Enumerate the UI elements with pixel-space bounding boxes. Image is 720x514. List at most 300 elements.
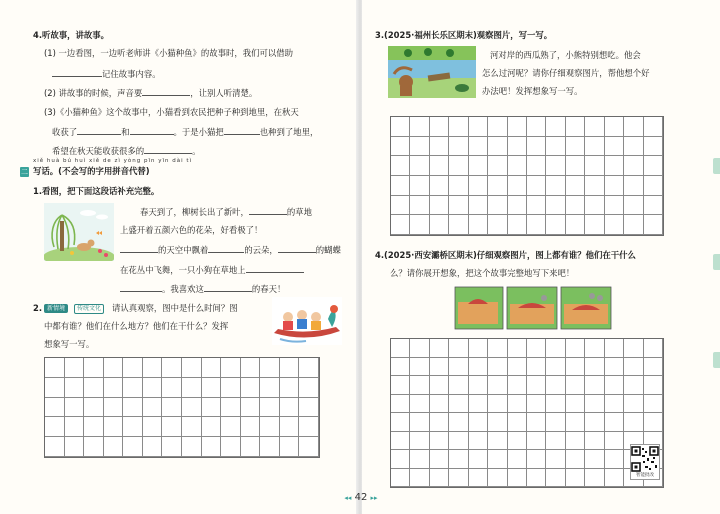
grid-cell[interactable]: [410, 376, 429, 395]
q4-3-blank-1[interactable]: [77, 126, 121, 135]
grid-cell[interactable]: [221, 417, 241, 437]
grid-cell[interactable]: [566, 413, 585, 432]
grid-cell[interactable]: [260, 378, 280, 398]
grid-cell[interactable]: [162, 378, 182, 398]
grid-cell[interactable]: [469, 358, 488, 377]
grid-cell[interactable]: [469, 376, 488, 395]
grid-cell[interactable]: [508, 358, 527, 377]
grid-cell[interactable]: [469, 469, 488, 488]
grid-cell[interactable]: [546, 215, 565, 235]
grid-cell[interactable]: [624, 376, 643, 395]
right-page: [362, 0, 720, 514]
grid-cell[interactable]: [391, 469, 410, 488]
grid-cell[interactable]: [469, 196, 488, 216]
grid-cell[interactable]: [605, 196, 624, 216]
grid-cell[interactable]: [624, 215, 643, 235]
grid-cell[interactable]: [488, 413, 507, 432]
grid-cell[interactable]: [241, 398, 261, 418]
grid-cell[interactable]: [65, 437, 85, 457]
grid-cell[interactable]: [605, 395, 624, 414]
q1-blank-5[interactable]: [246, 264, 304, 273]
grid-cell[interactable]: [624, 176, 643, 196]
grid-cell[interactable]: [585, 432, 604, 451]
grid-cell[interactable]: [508, 450, 527, 469]
grid-cell[interactable]: [65, 398, 85, 418]
grid-cell[interactable]: [566, 117, 585, 137]
grid-cell[interactable]: [45, 358, 65, 378]
grid-cell[interactable]: [469, 137, 488, 157]
grid-cell[interactable]: [624, 117, 643, 137]
left-page: [0, 0, 358, 514]
grid-cell[interactable]: [449, 339, 468, 358]
grid-cell[interactable]: [410, 395, 429, 414]
grid-cell[interactable]: [644, 358, 663, 377]
section-title: 写话。(不会写的字用拼音代替): [33, 166, 150, 176]
grid-cell[interactable]: [605, 358, 624, 377]
grid-cell[interactable]: [299, 378, 319, 398]
grid-cell[interactable]: [488, 358, 507, 377]
grid-cell[interactable]: [508, 469, 527, 488]
grid-cell[interactable]: [391, 395, 410, 414]
grid-cell[interactable]: [104, 437, 124, 457]
grid-cell[interactable]: [527, 156, 546, 176]
grid-cell[interactable]: [280, 437, 300, 457]
grid-cell[interactable]: [527, 137, 546, 157]
q4-comic-strip: [454, 286, 612, 330]
grid-cell[interactable]: [430, 432, 449, 451]
grid-cell[interactable]: [449, 196, 468, 216]
grid-cell[interactable]: [469, 413, 488, 432]
grid-cell[interactable]: [104, 398, 124, 418]
grid-cell[interactable]: [391, 176, 410, 196]
q4-3-line-c: 希望在秋天能收获很多的 。: [52, 146, 201, 156]
grid-cell[interactable]: [410, 432, 429, 451]
grid-cell[interactable]: [104, 378, 124, 398]
grid-cell[interactable]: [45, 398, 65, 418]
grid-cell[interactable]: [585, 395, 604, 414]
grid-cell[interactable]: [585, 215, 604, 235]
grid-cell[interactable]: [280, 398, 300, 418]
grid-cell[interactable]: [430, 215, 449, 235]
grid-cell[interactable]: [644, 176, 663, 196]
grid-cell[interactable]: [605, 215, 624, 235]
grid-cell[interactable]: [644, 215, 663, 235]
grid-cell[interactable]: [410, 469, 429, 488]
grid-cell[interactable]: [488, 469, 507, 488]
q3-writing-grid[interactable]: [390, 116, 664, 236]
grid-cell[interactable]: [241, 437, 261, 457]
q1-blank-2[interactable]: [120, 244, 158, 253]
grid-cell[interactable]: [280, 417, 300, 437]
grid-cell[interactable]: [430, 196, 449, 216]
grid-cell[interactable]: [430, 358, 449, 377]
grid-cell[interactable]: [624, 137, 643, 157]
grid-cell[interactable]: [410, 339, 429, 358]
grid-cell[interactable]: [391, 156, 410, 176]
grid-cell[interactable]: [585, 469, 604, 488]
grid-cell[interactable]: [143, 417, 163, 437]
grid-cell[interactable]: [260, 398, 280, 418]
grid-cell[interactable]: [585, 176, 604, 196]
grid-cell[interactable]: [527, 196, 546, 216]
grid-cell[interactable]: [585, 376, 604, 395]
grid-cell[interactable]: [488, 376, 507, 395]
grid-cell[interactable]: [430, 176, 449, 196]
q4-1-line-a: (1) 一边看图，一边听老师讲《小猫种鱼》的故事时，我们可以借助: [44, 48, 294, 58]
grid-cell[interactable]: [391, 117, 410, 137]
grid-cell[interactable]: [585, 156, 604, 176]
qr-caption: 智能批改: [636, 473, 654, 478]
grid-cell[interactable]: [644, 395, 663, 414]
side-tab-3: [713, 352, 720, 368]
grid-cell[interactable]: [143, 437, 163, 457]
grid-cell[interactable]: [624, 413, 643, 432]
grid-cell[interactable]: [182, 358, 202, 378]
grid-cell[interactable]: [488, 215, 507, 235]
grid-cell[interactable]: [449, 176, 468, 196]
grid-cell[interactable]: [449, 432, 468, 451]
grid-cell[interactable]: [566, 376, 585, 395]
grid-cell[interactable]: [527, 176, 546, 196]
grid-cell[interactable]: [605, 176, 624, 196]
grid-cell[interactable]: [566, 358, 585, 377]
grid-cell[interactable]: [546, 156, 565, 176]
grid-cell[interactable]: [280, 358, 300, 378]
q2-line-2: 中都有谁？他们在什么地方？他们在干什么？发挥: [44, 321, 229, 331]
grid-cell[interactable]: [527, 376, 546, 395]
grid-cell[interactable]: [449, 469, 468, 488]
grid-cell[interactable]: [84, 417, 104, 437]
grid-cell[interactable]: [624, 339, 643, 358]
grid-cell[interactable]: [488, 196, 507, 216]
grid-cell[interactable]: [546, 137, 565, 157]
grid-cell[interactable]: [508, 117, 527, 137]
grid-cell[interactable]: [162, 398, 182, 418]
grid-cell[interactable]: [202, 378, 222, 398]
q4-1-blank[interactable]: [52, 68, 102, 77]
grid-cell[interactable]: [566, 196, 585, 216]
grid-cell[interactable]: [123, 358, 143, 378]
grid-cell[interactable]: [260, 437, 280, 457]
grid-cell[interactable]: [585, 196, 604, 216]
grid-cell[interactable]: [469, 156, 488, 176]
grid-cell[interactable]: [508, 196, 527, 216]
grid-cell[interactable]: [566, 395, 585, 414]
grid-cell[interactable]: [546, 413, 565, 432]
grid-cell[interactable]: [202, 417, 222, 437]
grid-cell[interactable]: [527, 450, 546, 469]
q1-blank-3[interactable]: [208, 244, 244, 253]
grid-cell[interactable]: [430, 156, 449, 176]
grid-cell[interactable]: [605, 450, 624, 469]
grid-cell[interactable]: [410, 450, 429, 469]
grid-cell[interactable]: [202, 398, 222, 418]
grid-cell[interactable]: [527, 469, 546, 488]
grid-cell[interactable]: [449, 395, 468, 414]
q4-1-line-b: 记住故事内容。: [52, 68, 161, 80]
grid-cell[interactable]: [469, 339, 488, 358]
grid-cell[interactable]: [65, 417, 85, 437]
grid-cell[interactable]: [527, 432, 546, 451]
pinyin-line: xiě huà bú huì xiě de zì yòng pīn yīn dài tì: [33, 158, 193, 164]
grid-cell[interactable]: [449, 137, 468, 157]
grid-cell[interactable]: [585, 413, 604, 432]
grid-cell[interactable]: [182, 378, 202, 398]
traditional-culture-badge: 传统文化: [74, 304, 104, 314]
grid-cell[interactable]: [527, 215, 546, 235]
grid-cell[interactable]: [469, 395, 488, 414]
grid-cell[interactable]: [391, 413, 410, 432]
grid-cell[interactable]: [508, 413, 527, 432]
grid-cell[interactable]: [299, 417, 319, 437]
grid-cell[interactable]: [585, 117, 604, 137]
qr-code[interactable]: [630, 444, 660, 480]
page-footer: [316, 492, 406, 503]
grid-cell[interactable]: [508, 137, 527, 157]
grid-cell[interactable]: [410, 413, 429, 432]
grid-cell[interactable]: [644, 137, 663, 157]
grid-cell[interactable]: [182, 398, 202, 418]
q4-writing-grid[interactable]: [390, 338, 664, 488]
grid-cell[interactable]: [182, 437, 202, 457]
grid-cell[interactable]: [527, 413, 546, 432]
grid-cell[interactable]: [546, 395, 565, 414]
grid-cell[interactable]: [84, 358, 104, 378]
grid-cell[interactable]: [469, 450, 488, 469]
grid-cell[interactable]: [430, 469, 449, 488]
grid-cell[interactable]: [508, 176, 527, 196]
left-writing-grid[interactable]: [44, 357, 320, 458]
q2-number: 2.: [33, 303, 43, 313]
grid-cell[interactable]: [430, 450, 449, 469]
grid-cell[interactable]: [162, 437, 182, 457]
grid-cell[interactable]: [469, 176, 488, 196]
grid-cell[interactable]: [566, 450, 585, 469]
grid-cell[interactable]: [430, 117, 449, 137]
grid-cell[interactable]: [391, 215, 410, 235]
grid-cell[interactable]: [508, 432, 527, 451]
grid-cell[interactable]: [566, 156, 585, 176]
grid-cell[interactable]: [430, 413, 449, 432]
grid-cell[interactable]: [299, 398, 319, 418]
grid-cell[interactable]: [143, 358, 163, 378]
grid-cell[interactable]: [143, 378, 163, 398]
grid-cell[interactable]: [449, 215, 468, 235]
grid-cell[interactable]: [449, 156, 468, 176]
grid-cell[interactable]: [299, 437, 319, 457]
grid-cell[interactable]: [585, 137, 604, 157]
grid-cell[interactable]: [605, 432, 624, 451]
grid-cell[interactable]: [104, 417, 124, 437]
grid-cell[interactable]: [410, 196, 429, 216]
grid-cell[interactable]: [624, 395, 643, 414]
q1-line-2: 上盛开着五颜六色的花朵，好看极了！: [120, 225, 263, 235]
q1-blank-7[interactable]: [204, 283, 252, 292]
grid-cell[interactable]: [123, 398, 143, 418]
grid-cell[interactable]: [566, 176, 585, 196]
q4-3-blank-2[interactable]: [130, 126, 174, 135]
grid-cell[interactable]: [644, 196, 663, 216]
grid-cell[interactable]: [566, 339, 585, 358]
grid-cell[interactable]: [508, 156, 527, 176]
grid-cell[interactable]: [202, 437, 222, 457]
grid-cell[interactable]: [410, 215, 429, 235]
q4-2-line: (2) 讲故事的时候，声音要 ，让别人听清楚。: [44, 88, 258, 98]
grid-cell[interactable]: [202, 358, 222, 378]
grid-cell[interactable]: [430, 395, 449, 414]
grid-cell[interactable]: [546, 339, 565, 358]
q4-2-blank[interactable]: [142, 87, 190, 96]
grid-cell[interactable]: [546, 117, 565, 137]
grid-cell[interactable]: [391, 358, 410, 377]
footer-arrows-left: ◂◂: [344, 494, 352, 502]
grid-cell[interactable]: [585, 358, 604, 377]
grid-cell[interactable]: [221, 398, 241, 418]
grid-cell[interactable]: [123, 417, 143, 437]
grid-cell[interactable]: [605, 469, 624, 488]
grid-cell[interactable]: [469, 117, 488, 137]
grid-cell[interactable]: [449, 450, 468, 469]
grid-cell[interactable]: [430, 339, 449, 358]
grid-cell[interactable]: [430, 376, 449, 395]
grid-cell[interactable]: [260, 358, 280, 378]
grid-cell[interactable]: [644, 339, 663, 358]
grid-cell[interactable]: [546, 469, 565, 488]
grid-cell[interactable]: [391, 376, 410, 395]
grid-cell[interactable]: [488, 432, 507, 451]
grid-cell[interactable]: [488, 395, 507, 414]
grid-cell[interactable]: [280, 378, 300, 398]
grid-cell[interactable]: [508, 215, 527, 235]
grid-cell[interactable]: [410, 137, 429, 157]
grid-cell[interactable]: [241, 417, 261, 437]
grid-cell[interactable]: [488, 176, 507, 196]
grid-cell[interactable]: [527, 339, 546, 358]
q4-3-blank-3[interactable]: [224, 126, 260, 135]
grid-cell[interactable]: [527, 117, 546, 137]
grid-cell[interactable]: [299, 358, 319, 378]
grid-cell[interactable]: [488, 137, 507, 157]
grid-cell[interactable]: [624, 156, 643, 176]
q1-blank-6[interactable]: [120, 283, 162, 292]
grid-cell[interactable]: [391, 432, 410, 451]
grid-cell[interactable]: [260, 417, 280, 437]
grid-cell[interactable]: [546, 196, 565, 216]
grid-cell[interactable]: [585, 339, 604, 358]
grid-cell[interactable]: [605, 117, 624, 137]
grid-cell[interactable]: [488, 339, 507, 358]
grid-cell[interactable]: [391, 137, 410, 157]
grid-cell[interactable]: [45, 417, 65, 437]
q4-3-blank-4[interactable]: [144, 145, 192, 154]
grid-cell[interactable]: [123, 378, 143, 398]
grid-cell[interactable]: [624, 358, 643, 377]
grid-cell[interactable]: [488, 156, 507, 176]
grid-cell[interactable]: [123, 437, 143, 457]
grid-cell[interactable]: [508, 395, 527, 414]
grid-cell[interactable]: [488, 450, 507, 469]
grid-cell[interactable]: [391, 450, 410, 469]
grid-cell[interactable]: [488, 117, 507, 137]
grid-cell[interactable]: [449, 358, 468, 377]
grid-cell[interactable]: [449, 117, 468, 137]
grid-cell[interactable]: [430, 137, 449, 157]
grid-cell[interactable]: [566, 215, 585, 235]
grid-cell[interactable]: [45, 378, 65, 398]
grid-cell[interactable]: [241, 358, 261, 378]
grid-cell[interactable]: [469, 215, 488, 235]
grid-cell[interactable]: [546, 450, 565, 469]
grid-cell[interactable]: [84, 437, 104, 457]
grid-cell[interactable]: [624, 196, 643, 216]
grid-cell[interactable]: [410, 156, 429, 176]
grid-cell[interactable]: [65, 358, 85, 378]
grid-cell[interactable]: [449, 376, 468, 395]
grid-cell[interactable]: [585, 450, 604, 469]
side-tab-1: [713, 158, 720, 174]
q1-blank-4[interactable]: [278, 244, 316, 253]
grid-cell[interactable]: [605, 137, 624, 157]
grid-cell[interactable]: [241, 378, 261, 398]
grid-cell[interactable]: [508, 339, 527, 358]
grid-cell[interactable]: [546, 376, 565, 395]
grid-cell[interactable]: [221, 437, 241, 457]
grid-cell[interactable]: [527, 395, 546, 414]
grid-cell[interactable]: [162, 417, 182, 437]
grid-cell[interactable]: [527, 358, 546, 377]
grid-cell[interactable]: [410, 358, 429, 377]
grid-cell[interactable]: [644, 156, 663, 176]
grid-cell[interactable]: [391, 196, 410, 216]
grid-cell[interactable]: [162, 358, 182, 378]
grid-cell[interactable]: [143, 398, 163, 418]
grid-cell[interactable]: [546, 358, 565, 377]
grid-cell[interactable]: [104, 358, 124, 378]
grid-cell[interactable]: [508, 376, 527, 395]
grid-cell[interactable]: [469, 432, 488, 451]
grid-cell[interactable]: [65, 378, 85, 398]
grid-cell[interactable]: [410, 117, 429, 137]
grid-cell[interactable]: [221, 358, 241, 378]
grid-cell[interactable]: [644, 413, 663, 432]
grid-cell[interactable]: [546, 432, 565, 451]
grid-cell[interactable]: [45, 437, 65, 457]
grid-cell[interactable]: [566, 432, 585, 451]
grid-cell[interactable]: [644, 376, 663, 395]
grid-cell[interactable]: [84, 398, 104, 418]
grid-cell[interactable]: [605, 413, 624, 432]
q1-blank-1[interactable]: [249, 206, 287, 215]
grid-cell[interactable]: [182, 417, 202, 437]
grid-cell[interactable]: [644, 117, 663, 137]
q4-3-line-a: (3)《小猫种鱼》这个故事中，小猫看到农民把种子种到地里，在秋天: [44, 107, 299, 117]
grid-cell[interactable]: [605, 376, 624, 395]
grid-cell[interactable]: [410, 176, 429, 196]
q1-line-4: 在花丛中飞舞，一只小狗在草地上: [120, 264, 304, 276]
q4-3-line-b: 收获了 和 。于是小猫把 也种到了地里，: [52, 127, 319, 137]
grid-cell[interactable]: [84, 378, 104, 398]
q1-illustration: [44, 203, 114, 261]
grid-cell[interactable]: [605, 339, 624, 358]
grid-cell[interactable]: [566, 137, 585, 157]
grid-cell[interactable]: [449, 413, 468, 432]
grid-cell[interactable]: [546, 176, 565, 196]
grid-cell[interactable]: [221, 378, 241, 398]
section-mark: 二: [21, 168, 28, 176]
grid-cell[interactable]: [391, 339, 410, 358]
grid-cell[interactable]: [566, 469, 585, 488]
grid-cell[interactable]: [605, 156, 624, 176]
